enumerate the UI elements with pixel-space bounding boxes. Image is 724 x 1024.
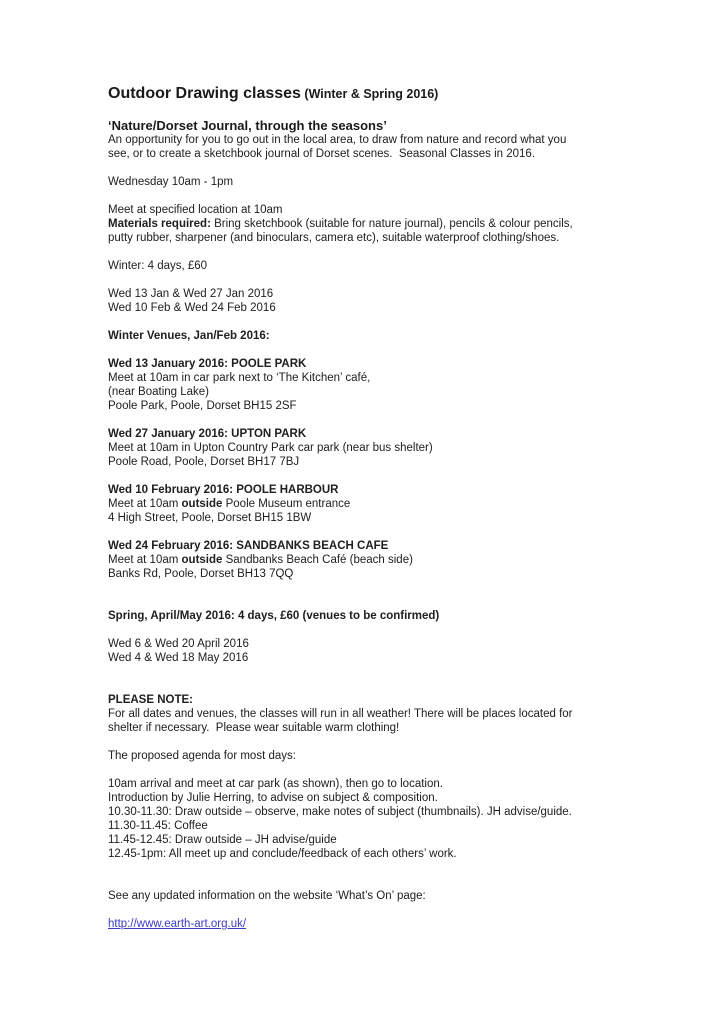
please-note-heading: PLEASE NOTE: bbox=[108, 694, 193, 706]
venue-sandbanks-beach-cafe bbox=[108, 539, 644, 581]
winter-dates bbox=[108, 287, 644, 315]
materials-label: Materials required: bbox=[108, 218, 211, 230]
agenda-line: 12.45-1pm: All meet up and conclude/feedback of each others’ work. bbox=[108, 848, 457, 860]
please-note-line: For all dates and venues, the classes will run in all weather! There will be places located for bbox=[108, 708, 573, 720]
venue-upton-park bbox=[108, 427, 644, 469]
venue-line: Meet at 10am in Upton Country Park car park (near bus shelter) bbox=[108, 442, 433, 454]
agenda-line: 11.45-12.45: Draw outside – JH advise/guide bbox=[108, 834, 337, 846]
venue-address: 4 High Street, Poole, Dorset BH15 1BW bbox=[108, 512, 312, 524]
venue-heading: Wed 10 February 2016: POOLE HARBOUR bbox=[108, 484, 339, 496]
please-note-section bbox=[108, 693, 644, 735]
venue-poole-harbour bbox=[108, 483, 644, 525]
agenda-line: 10am arrival and meet at car park (as shown), then go to location. bbox=[108, 778, 443, 790]
venue-heading: Wed 13 January 2016: POOLE PARK bbox=[108, 358, 307, 370]
spring-date-line: Wed 4 & Wed 18 May 2016 bbox=[108, 652, 249, 664]
website-info: See any updated information on the website ‘What’s On’ page: bbox=[108, 890, 426, 902]
meeting-line: Meet at specified location at 10am bbox=[108, 204, 283, 216]
page-title bbox=[108, 84, 644, 104]
materials-line: putty rubber, sharpener (and binoculars, camera etc), suitable waterproof clothing/shoes. bbox=[108, 232, 560, 244]
winter-price: Winter: 4 days, £60 bbox=[108, 260, 208, 272]
venue-line: (near Boating Lake) bbox=[108, 386, 210, 398]
agenda-line: 11.30-11.45: Coffee bbox=[108, 820, 208, 832]
venue-poole-park bbox=[108, 357, 644, 413]
intro-section bbox=[108, 118, 644, 161]
meeting-section bbox=[108, 203, 644, 245]
venue-meet-post: Sandbanks Beach Café (beach side) bbox=[222, 554, 413, 566]
venue-meet-bold: outside bbox=[181, 498, 223, 510]
venue-meet-bold: outside bbox=[181, 554, 223, 566]
agenda-line: Introduction by Julie Herring, to advise on subject & composition. bbox=[108, 792, 438, 804]
venue-meet-pre: Meet at 10am bbox=[108, 554, 182, 566]
spring-dates bbox=[108, 637, 644, 665]
page-title-subtitle: (Winter & Spring 2016) bbox=[300, 87, 439, 101]
venue-meet-post: Poole Museum entrance bbox=[222, 498, 351, 510]
venue-meet-pre: Meet at 10am bbox=[108, 498, 182, 510]
intro-heading: ‘Nature/Dorset Journal, through the seasons’ bbox=[108, 118, 387, 133]
venue-heading: Wed 24 February 2016: SANDBANKS BEACH CAFE bbox=[108, 540, 389, 552]
venue-heading: Wed 27 January 2016: UPTON PARK bbox=[108, 428, 307, 440]
intro-text-line: An opportunity for you to go out in the local area, to draw from nature and record what you bbox=[108, 134, 567, 146]
spring-heading: Spring, April/May 2016: 4 days, £60 (venues to be confirmed) bbox=[108, 610, 440, 622]
intro-text-line: see, or to create a sketchbook journal of Dorset scenes. Seasonal Classes in 2016. bbox=[108, 148, 536, 160]
website-link-line bbox=[108, 917, 644, 931]
venue-address: Banks Rd, Poole, Dorset BH13 7QQ bbox=[108, 568, 294, 580]
venue-line: Poole Park, Poole, Dorset BH15 2SF bbox=[108, 400, 297, 412]
please-note-line: shelter if necessary. Please wear suitable warm clothing! bbox=[108, 722, 400, 734]
venue-line: Poole Road, Poole, Dorset BH17 7BJ bbox=[108, 456, 300, 468]
agenda-list bbox=[108, 777, 644, 861]
materials-text: Bring sketchbook (suitable for nature journal), pencils & colour pencils, bbox=[210, 218, 573, 230]
page-title-main: Outdoor Drawing classes bbox=[108, 85, 301, 102]
website-link[interactable]: http://www.earth-art.org.uk/ bbox=[108, 918, 247, 930]
winter-date-line: Wed 13 Jan & Wed 27 Jan 2016 bbox=[108, 288, 274, 300]
materials-line bbox=[108, 217, 644, 231]
agenda-line: 10.30-11.30: Draw outside – observe, make notes of subject (thumbnails). JH advise/guide. bbox=[108, 806, 572, 818]
spring-date-line: Wed 6 & Wed 20 April 2016 bbox=[108, 638, 249, 650]
session-time: Wednesday 10am - 1pm bbox=[108, 176, 234, 188]
venue-line bbox=[108, 497, 644, 511]
winter-venues-heading: Winter Venues, Jan/Feb 2016: bbox=[108, 330, 270, 342]
agenda-intro: The proposed agenda for most days: bbox=[108, 750, 296, 762]
venue-line bbox=[108, 553, 644, 567]
winter-date-line: Wed 10 Feb & Wed 24 Feb 2016 bbox=[108, 302, 276, 314]
venue-line: Meet at 10am in car park next to ‘The Kitchen’ café, bbox=[108, 372, 371, 384]
